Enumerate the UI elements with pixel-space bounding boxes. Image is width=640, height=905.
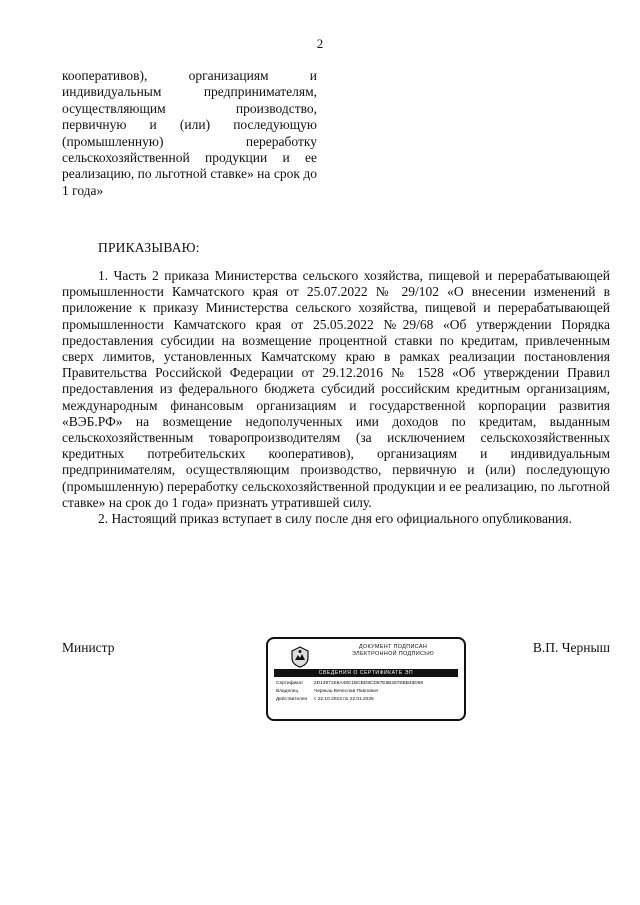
certificate-value: 2D13971E8A48C1BCBD8CD87E5B267EBB48D59 xyxy=(314,681,424,686)
signatory-position: Министр xyxy=(62,640,115,655)
stamp-details xyxy=(276,681,460,705)
owner-label: Владелец xyxy=(276,689,299,694)
order-paragraph-1: 1. Часть 2 приказа Министерства сельского хозяйства, пищевой и перерабатывающей промышленности Камчатского края от 25.07.2022 № 29/102 «О внесении изменений в приложение к приказу Министерства сельского хозяйства, пищевой и перерабатывающей промышленности Камчатского края от 25.05.2022 №29/68 «Об утверждении Порядка предоставления субсидии на возмещение процентной ставки по кредитам, привлеченным сверх лимитов, установленных Камчатскому краю в рамках реализации постановления Правительства Российской Федерации от 29.12.2016 № 1528 «Об утверждении Правил предоставления из федерального бюджета субсидий российским кредитным организациям, международным финансовым организациям и государственной корпорации развития «ВЭБ.РФ» на возмещение недополученных ими доходов по кредитам, выданным сельскохозяйственным товаропроизводителям (за исключением сельскохозяйственных кредитных потребительских кооперативов), организациям и индивидуальным предпринимателям, осуществляющим производство, первичную и (или) последующую (промышленную) переработку сельскохозяйственной продукции и ее реализацию, по льготной ставке» на срок до 1 года» признать утратившей силу. xyxy=(62,268,610,510)
validity-label: Действителен xyxy=(276,697,308,702)
stamp-row-certificate xyxy=(276,681,460,687)
signatory-name: В.П. Черныш xyxy=(532,640,610,655)
order-heading: ПРИКАЗЫВАЮ: xyxy=(98,240,200,255)
stamp-row-owner xyxy=(276,689,460,695)
owner-value: Черныш Вячеслав Павлович xyxy=(314,689,379,694)
coat-of-arms-icon xyxy=(288,645,312,669)
stamp-row-validity xyxy=(276,697,460,703)
order-title-continuation: кооперативов), организациям и индивидуальным предпринимателям, осуществляющим производство, первичную и (или) последующую (промышленную) переработку сельскохозяйственной продукции и ее реализацию, по льготной ставке» на срок до 1 года» xyxy=(62,68,317,198)
page-number: 2 xyxy=(316,36,324,51)
order-paragraph-2: 2. Настоящий приказ вступает в силу после дня его официального опубликования. xyxy=(98,511,572,527)
stamp-certificate-bar: СВЕДЕНИЯ О СЕРТИФИКАТЕ ЭП xyxy=(274,669,458,677)
certificate-label: Сертификат xyxy=(276,681,304,686)
electronic-signature-stamp xyxy=(266,637,466,721)
order-body xyxy=(62,268,610,527)
stamp-header-line-1: ДОКУМЕНТ ПОДПИСАН xyxy=(358,644,428,650)
stamp-header xyxy=(328,644,458,658)
validity-value: с 22.10.2023 по 22.01.2025 xyxy=(314,697,374,702)
stamp-header-line-2: ЭЛЕКТРОННОЙ ПОДПИСЬЮ xyxy=(351,651,435,657)
